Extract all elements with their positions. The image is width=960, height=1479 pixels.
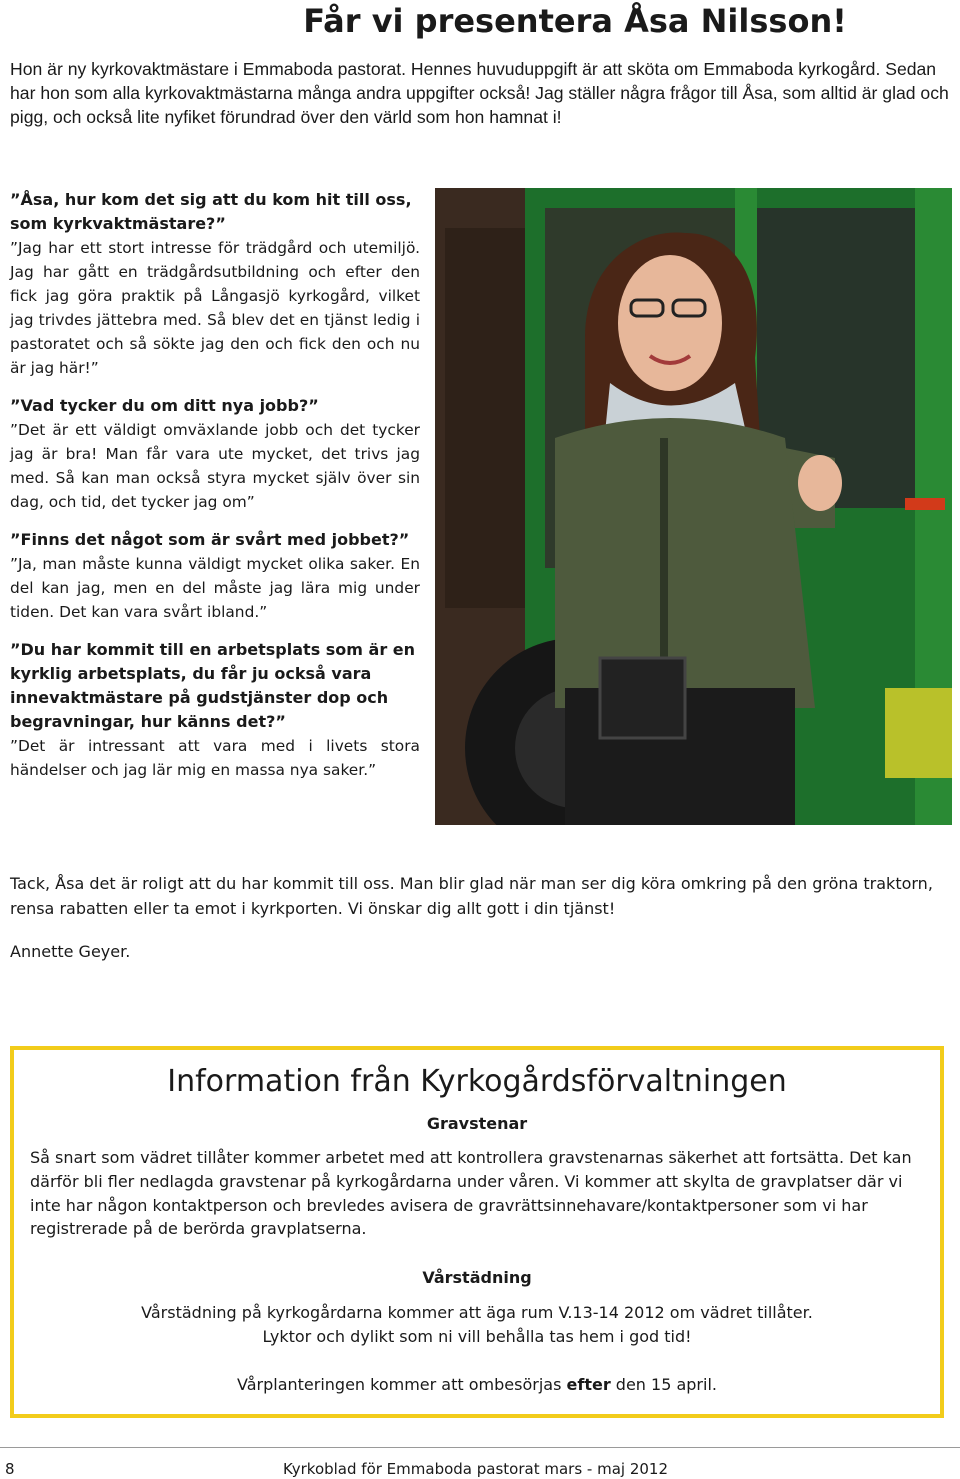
publication-footer: Kyrkoblad för Emmaboda pastorat mars - maj 2012 [283,1460,668,1478]
qa-block [10,394,420,514]
footer-divider [0,1447,960,1448]
varstadning-line-1: Vårstädning på kyrkogårdarna kommer att äga rum V.13-14 2012 om vädret tillåter. [141,1303,813,1322]
interview-answer: ”Det är ett väldigt omväxlande jobb och det tycker jag är bra! Man får vara ute mycket, det trivs jag med. Så kan man också styra mycket själv över sin dag, och tid, det tycker jag om” [10,421,420,511]
closing-paragraph: Tack, Åsa det är roligt att du har kommit till oss. Man blir glad när man ser dig köra omkring på den gröna traktorn, rensa rabatten eller ta emot i kyrkporten. Vi önskar dig allt gott i din tjänst! [10,874,933,918]
article-intro: Hon är ny kyrkovaktmästare i Emmaboda pastorat. Hennes huvuduppgift är att sköta om Emmaboda kyrkogård. Sedan har hon som alla kyrkovaktmästarna många andra uppgifter också! Jag ställer några frågor till Åsa, som alltid är glad och pigg, och också lite nyfiket förundrad över den värld som hon hamnat i! [10,59,949,128]
interview-question: ”Du har kommit till en arbetsplats som är en kyrklig arbetsplats, du får ju också vara innevaktmästare på gudstjänster dop och begravningar, hur känns det?” [10,640,416,731]
section-text-gravstenar: Så snart som vädret tillåter kommer arbetet med att kontrollera gravstenarnas säkerhet att fortsätta. Det kan därför bli fler nedlagda gravstenar på kyrkogårdarna under våren. Vi kommer att skylta de gravplatser där vi inte har någon kontaktperson och brevledes avisera de gravrättsinnehavare/kontaktpersoner som vi har registrerade på de berörda gravplatserna. [30,1148,912,1239]
interview-column [10,188,420,796]
interview-answer: ”Det är intressant att vara med i livets stora händelser och jag lär mig en massa nya saker.” [10,737,420,779]
interview-question: ”Åsa, hur kom det sig att du kom hit till oss, som kyrkvaktmästare?” [10,190,412,233]
qa-block [10,638,420,782]
info-box [10,1046,944,1418]
planting-text-pre: Vårplanteringen kommer att ombesörjas [237,1375,567,1394]
portrait-illustration [435,188,952,825]
planting-emphasis: efter [566,1375,611,1394]
portrait-photo [435,188,952,825]
interview-question: ”Finns det något som är svårt med jobbet?” [10,530,410,549]
qa-block [10,188,420,380]
interview-answer: ”Jag har ett stort intresse för trädgård och utemiljö. Jag har gått en trädgårdsutbildning och efter den fick jag göra praktik på Långasjö kyrkogård, vilket jag trivdes jättebra med. Så blev det en tjänst ledig i pastoratet och så sökte jag den och fick den och nu är jag här!” [10,239,420,377]
qa-block [10,528,420,624]
page-number: 8 [5,1460,15,1478]
interview-answer: ”Ja, man måste kunna väldigt mycket olika saker. En del kan jag, men en del måste jag lära mig under tiden. Det kan vara svårt ibland.” [10,555,420,621]
interview-question: ”Vad tycker du om ditt nya jobb?” [10,396,319,415]
varstadning-line-2: Lyktor och dylikt som ni vill behålla tas hem i god tid! [262,1327,692,1346]
info-box-title: Information från Kyrkogårdsförvaltningen [167,1064,787,1099]
planting-text-post: den 15 april. [610,1375,717,1394]
section-heading-gravstenar: Gravstenar [426,1114,528,1133]
planting-notice [14,1373,940,1397]
article-title: Får vi presentera Åsa Nilsson! [303,2,847,40]
signature: Annette Geyer. [10,942,131,961]
section-heading-varstadning: Vårstädning [422,1268,532,1287]
